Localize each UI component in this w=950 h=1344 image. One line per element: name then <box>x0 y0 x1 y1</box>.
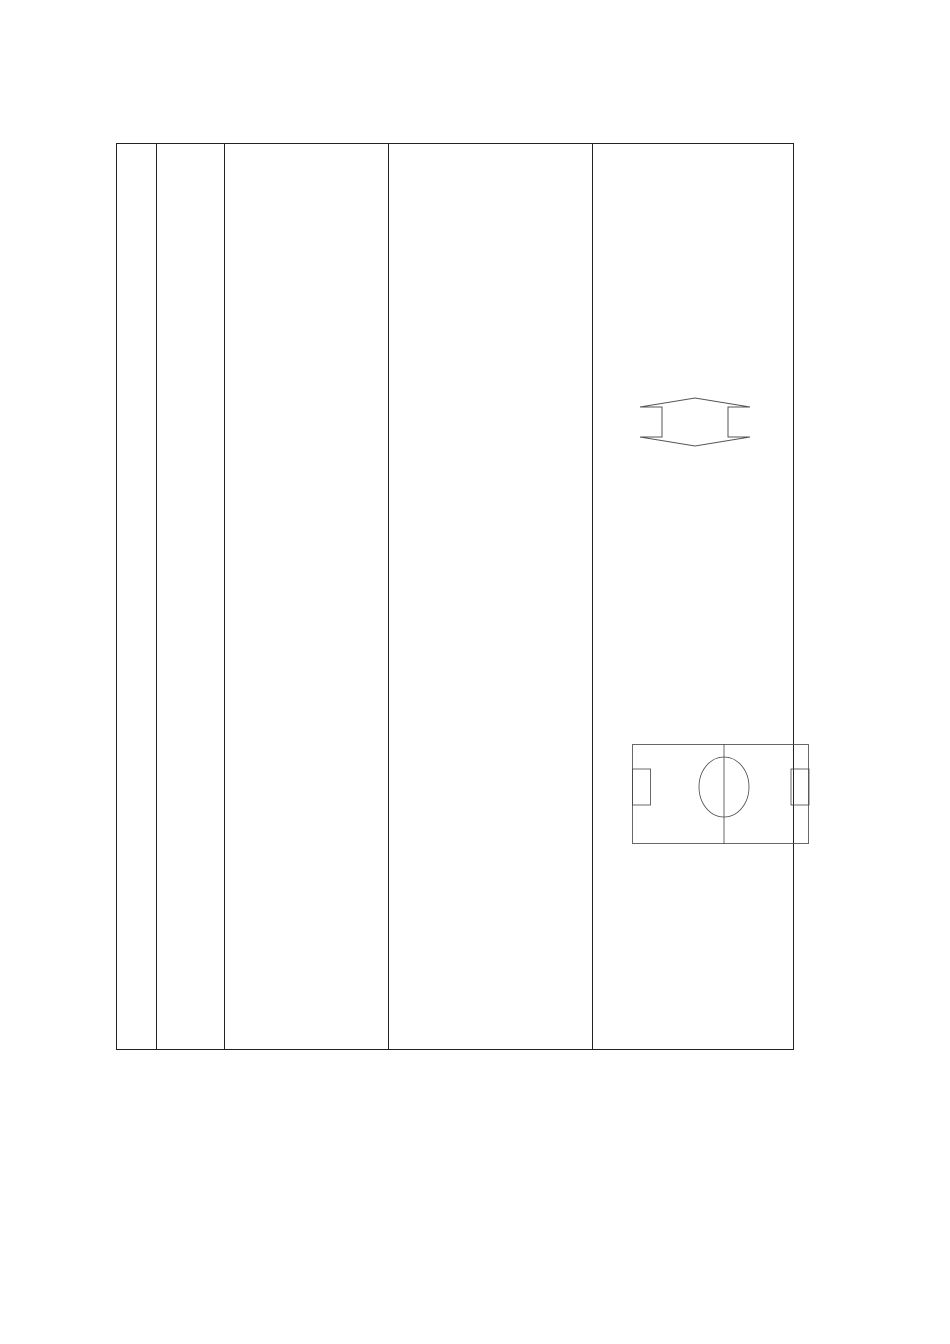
soccer-field-diagram <box>632 744 810 844</box>
double-arrow-icon <box>640 398 750 446</box>
column-divider-1 <box>156 143 157 1050</box>
formation-diagram <box>600 355 790 490</box>
lesson-table <box>116 143 794 1050</box>
column-divider-4 <box>592 143 593 1050</box>
column-divider-3 <box>388 143 389 1050</box>
column-divider-2 <box>224 143 225 1050</box>
